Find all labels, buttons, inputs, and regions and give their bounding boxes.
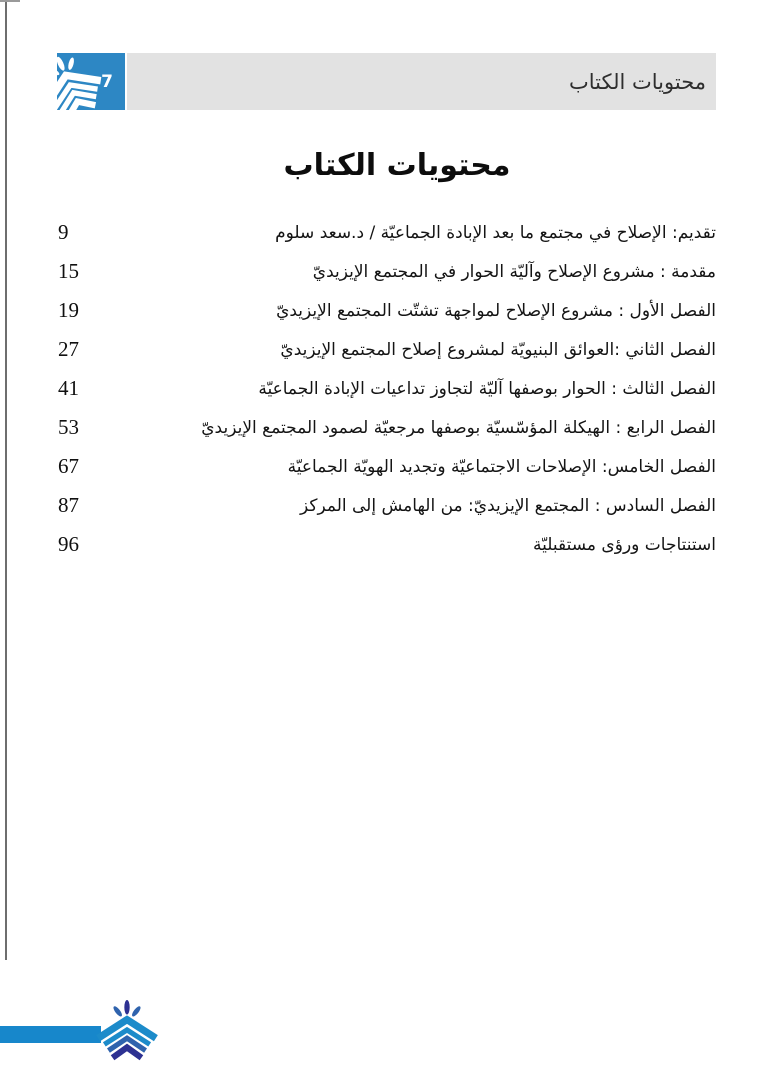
toc-entry (58, 252, 716, 291)
toc-entry (58, 330, 716, 369)
toc-entry (58, 408, 716, 447)
scan-corner-artifact (0, 0, 20, 2)
toc-entry (58, 447, 716, 486)
toc-entry-page-number: 9 (58, 220, 69, 244)
toc-entry-page-number: 67 (58, 454, 79, 478)
toc-entry-label: استنتاجات ورؤى مستقبليّة (533, 534, 716, 555)
header-band (127, 53, 716, 110)
header-logo-box (57, 53, 125, 110)
footer-accent-bar (0, 1026, 101, 1043)
toc-entry-page-number: 53 (58, 415, 79, 439)
header-band-title: محتويات الكتاب (568, 69, 706, 94)
toc-entry-label: الفصل الرابع : الهيكلة المؤسّسيّة بوصفها مرجعيّة لصمود المجتمع الإيزيديّ (201, 417, 716, 438)
toc-entry-label: الفصل السادس : المجتمع الإيزيديّ: من الهامش إلى المركز (300, 495, 716, 516)
toc-entry (58, 525, 716, 564)
toc-entry (58, 213, 716, 252)
open-book-leaves-icon (96, 999, 158, 1065)
toc-entry (58, 369, 716, 408)
toc-entry-page-number: 19 (58, 298, 79, 322)
header-page-number: 7 (101, 71, 113, 92)
toc-entry-label: الفصل الأول : مشروع الإصلاح لمواجهة تشتّت المجتمع الإيزيديّ (276, 300, 716, 321)
toc-entry-label: الفصل الثالث : الحوار بوصفها آليّة لتجاوز تداعيات الإبادة الجماعيّة (258, 378, 716, 399)
toc-entry-page-number: 41 (58, 376, 79, 400)
page-edge-line (5, 2, 7, 960)
table-of-contents (58, 213, 716, 564)
toc-entry-label: الفصل الخامس: الإصلاحات الاجتماعيّة وتجديد الهويّة الجماعيّة (287, 456, 716, 477)
toc-entry-page-number: 96 (58, 532, 79, 556)
page-title: محتويات الكتاب (283, 148, 511, 183)
toc-entry (58, 486, 716, 525)
toc-entry-label: مقدمة : مشروع الإصلاح وآليّة الحوار في المجتمع الإيزيديّ (312, 261, 716, 282)
toc-entry-page-number: 15 (58, 259, 79, 283)
toc-entry-page-number: 87 (58, 493, 79, 517)
toc-entry-label: تقديم: الإصلاح في مجتمع ما بعد الإبادة الجماعيّة / د.سعد سلوم (275, 222, 716, 243)
toc-entry-page-number: 27 (58, 337, 79, 361)
toc-entry-label: الفصل الثاني :العوائق البنيويّة لمشروع إصلاح المجتمع الإيزيديّ (280, 339, 716, 360)
toc-entry (58, 291, 716, 330)
